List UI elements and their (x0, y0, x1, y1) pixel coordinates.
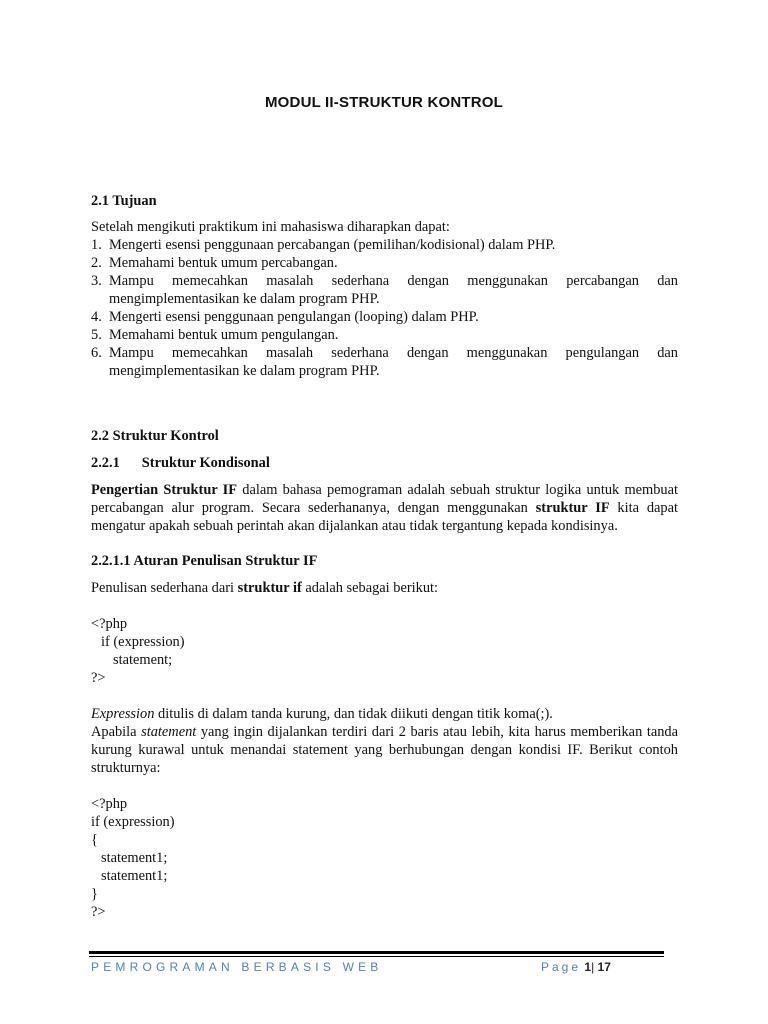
list-item (91, 254, 678, 272)
list-item (91, 308, 678, 326)
list-number: 5. (91, 327, 102, 343)
list-item (91, 326, 678, 344)
code-line: statement1; (101, 850, 168, 866)
footer-course-title: PEMROGRAMAN BERBASIS WEB (91, 960, 383, 974)
subsection-title: Struktur Kondisonal (141, 455, 270, 471)
page-separator: | (591, 960, 595, 974)
code-line: ?> (91, 904, 106, 920)
paragraph-text: Penulisan sederhana dari (91, 580, 238, 596)
subsection-number: 2.2.1 (91, 455, 120, 471)
paragraph-text: adalah sebagai berikut: (301, 580, 439, 596)
code-line: statement; (113, 652, 173, 668)
paragraph-text: Apabila (91, 724, 142, 740)
footer-page-number (541, 960, 611, 974)
code-block-2 (91, 795, 678, 921)
page-title: MODUL II-STRUKTUR KONTROL (264, 94, 504, 111)
italic-term: Expression (91, 706, 155, 722)
page-total: 17 (597, 960, 611, 974)
paragraph-penulisan (91, 579, 678, 597)
page-current: 1 (584, 960, 592, 974)
code-line: } (91, 886, 98, 902)
code-block-1 (91, 615, 678, 687)
italic-term: statement (141, 724, 197, 740)
paragraph-pengertian-if (91, 481, 678, 535)
footer-rule-thin (89, 956, 664, 957)
list-number: 1. (91, 237, 102, 253)
bold-term: struktur IF (535, 500, 610, 516)
code-line: <?php (91, 616, 128, 632)
code-line: { (91, 832, 98, 848)
paragraph-text: kita dapat mengatur apakah sebuah perintah akan dijalankan atau tidak tergantung kepada kondisinya. (91, 500, 678, 534)
list-number: 3. (91, 273, 102, 289)
code-line: statement1; (101, 868, 168, 884)
tujuan-intro: Setelah mengikuti praktikum ini mahasiswa diharapkan dapat: (91, 219, 450, 235)
code-line: if (expression) (101, 634, 185, 650)
list-item (91, 236, 678, 254)
paragraph-text: dalam bahasa pemograman adalah sebuah struktur logika untuk membuat percabangan alur program. Secara sederhananya, dengan menggunakan (91, 482, 678, 516)
bold-term: struktur if (237, 580, 302, 596)
tujuan-list (91, 236, 678, 380)
paragraph-text: yang ingin dijalankan terdiri dari 2 baris atau lebih, kita harus memberikan tanda kurung kurawal untuk menandai statement yang berhubungan dengan kondisi IF. Berikut contoh strukturnya: (91, 724, 678, 776)
subsubsection-heading-aturan: 2.2.1.1 Aturan Penulisan Struktur IF (91, 553, 318, 569)
code-line: <?php (91, 796, 128, 812)
list-text: Mengerti esensi penggunaan percabangan (pemilihan/kodisional) dalam PHP. (109, 237, 556, 253)
paragraph-apabila (91, 723, 678, 777)
list-text: Mengerti esensi penggunaan pengulangan (looping) dalam PHP. (109, 309, 479, 325)
code-line: if (expression) (91, 814, 175, 830)
list-number: 6. (91, 345, 102, 361)
bold-term: Pengertian Struktur IF (91, 482, 238, 498)
list-item (91, 344, 678, 380)
section-heading-struktur-kontrol: 2.2 Struktur Kontrol (91, 428, 219, 444)
section-heading-tujuan: 2.1 Tujuan (91, 193, 157, 209)
list-text: Memahami bentuk umum percabangan. (109, 255, 338, 271)
list-text: Mampu memecahkan masalah sederhana dengan menggunakan pengulangan dan mengimplementasikan ke dalam program PHP. (109, 345, 678, 379)
document-body (91, 192, 678, 921)
code-line: ?> (91, 670, 106, 686)
page-label: Page (541, 960, 582, 974)
list-text: Mampu memecahkan masalah sederhana dengan menggunakan percabangan dan mengimplementasikan ke dalam program PHP. (109, 273, 678, 307)
list-number: 2. (91, 255, 102, 271)
footer-rule-thick (89, 951, 664, 954)
subsection-heading-kondisional (91, 454, 678, 472)
list-text: Memahami bentuk umum pengulangan. (109, 327, 339, 343)
list-number: 4. (91, 309, 102, 325)
paragraph-text: ditulis di dalam tanda kurung, dan tidak diikuti dengan titik koma(;). (154, 706, 553, 722)
paragraph-expression (91, 705, 678, 723)
list-item (91, 272, 678, 308)
